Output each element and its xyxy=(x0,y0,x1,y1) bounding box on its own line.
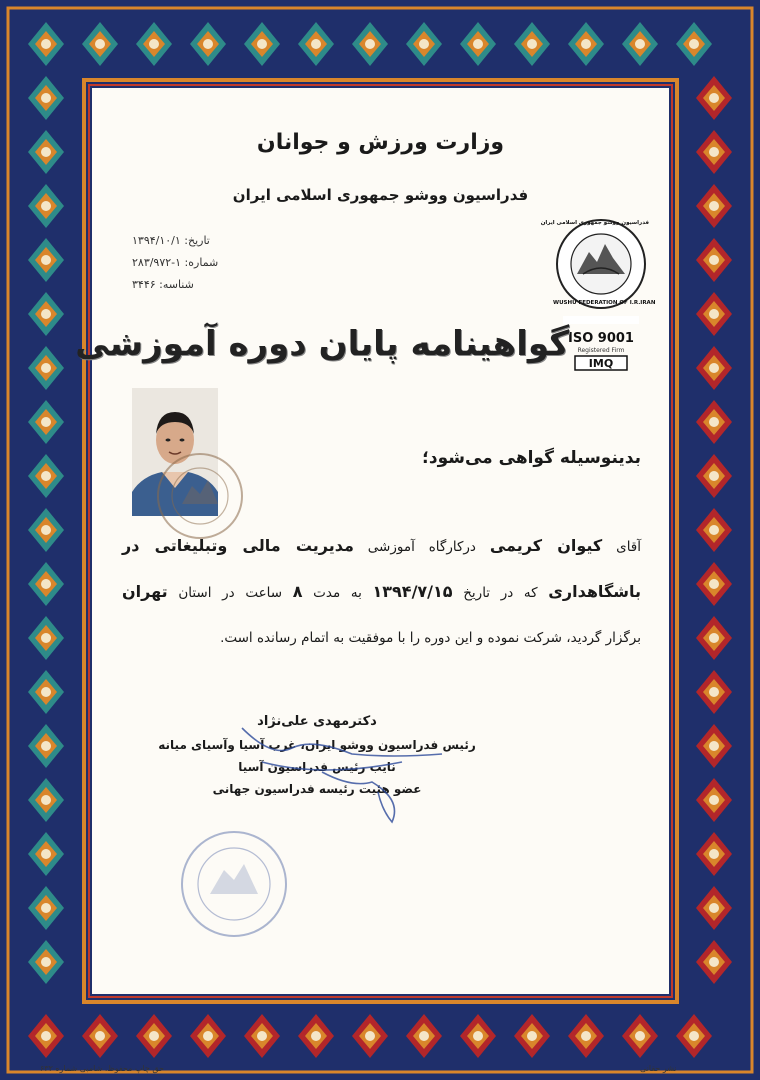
federation-heading: فدراسیون ووشو جمهوری اسلامی ایران xyxy=(232,186,529,204)
issue-id: شناسه: ۳۴۴۶ xyxy=(132,278,194,291)
logo-arc-text: فدراسیون ووشو جمهوری اسلامی ایران xyxy=(540,220,649,226)
signatory-name: دکترمهدی علی‌نژاد xyxy=(257,714,377,729)
federation-emblem-icon xyxy=(540,218,656,398)
ministry-heading: وزارت ورزش و جوانان xyxy=(256,130,505,155)
course-province: تهران xyxy=(122,582,168,601)
signatory-role-3: عضو هئیت رئیسه فدراسیون جهانی xyxy=(212,782,422,796)
signature-scribble-icon xyxy=(202,718,462,828)
logo-bottom-text: WUSHU FEDERATION OF I.R.IRAN xyxy=(553,300,656,306)
course-hours: ۸ xyxy=(292,582,303,601)
federation-seal-icon xyxy=(178,828,290,940)
issue-date: تاریخ: ۱۳۹۴/۱۰/۱ xyxy=(132,234,210,247)
signatory-role-1: رئیس فدراسیون ووشو ایران، غرب آسیا وآسیای میانه xyxy=(158,738,476,752)
certify-intro: بدینوسیله گواهی می‌شود؛ xyxy=(422,448,641,468)
body-mr: آقای xyxy=(616,539,642,555)
course-date: ۱۳۹۴/۷/۱۵ xyxy=(372,582,453,601)
logo-imq: IMQ xyxy=(588,357,614,370)
photo-stamp-icon xyxy=(152,448,248,544)
signatory-role-2: نایب رئیس فدراسیون آسیا xyxy=(238,760,396,774)
certificate-title: گواهینامه پایان دوره آموزشی xyxy=(75,324,569,364)
course-title: مدیریت مالی وتبلیغاتی در xyxy=(122,536,354,555)
body-on-date: که در تاریخ xyxy=(463,585,538,601)
issue-number: شماره: ۱-۲۸۳/۹۷۲ xyxy=(132,256,219,269)
body-line-3: برگزار گردید، شرکت نموده و این دوره را با موفقیت به اتمام رسانده است. xyxy=(220,630,641,646)
body-line-2 xyxy=(122,582,641,601)
body-province-label: ساعت در استان xyxy=(178,585,283,601)
body-duration: به مدت xyxy=(313,585,362,601)
body-workshop: درکارگاه آموزشی xyxy=(367,539,476,555)
recipient-name: کیوان کریمی xyxy=(489,536,603,555)
footer-publisher: نشر حقانی xyxy=(640,1064,677,1073)
footer-copyright: حق چاپ محفوظ. شامبی شماره ۶۳۲ xyxy=(40,1064,165,1073)
course-title-end: باشگاهداری xyxy=(548,582,641,601)
certificate-paper xyxy=(75,88,669,994)
logo-iso: ISO 9001 xyxy=(568,331,634,346)
logo-registered: Registered Firm xyxy=(577,347,625,354)
body-line-1 xyxy=(122,536,641,555)
federation-logo xyxy=(540,218,656,398)
